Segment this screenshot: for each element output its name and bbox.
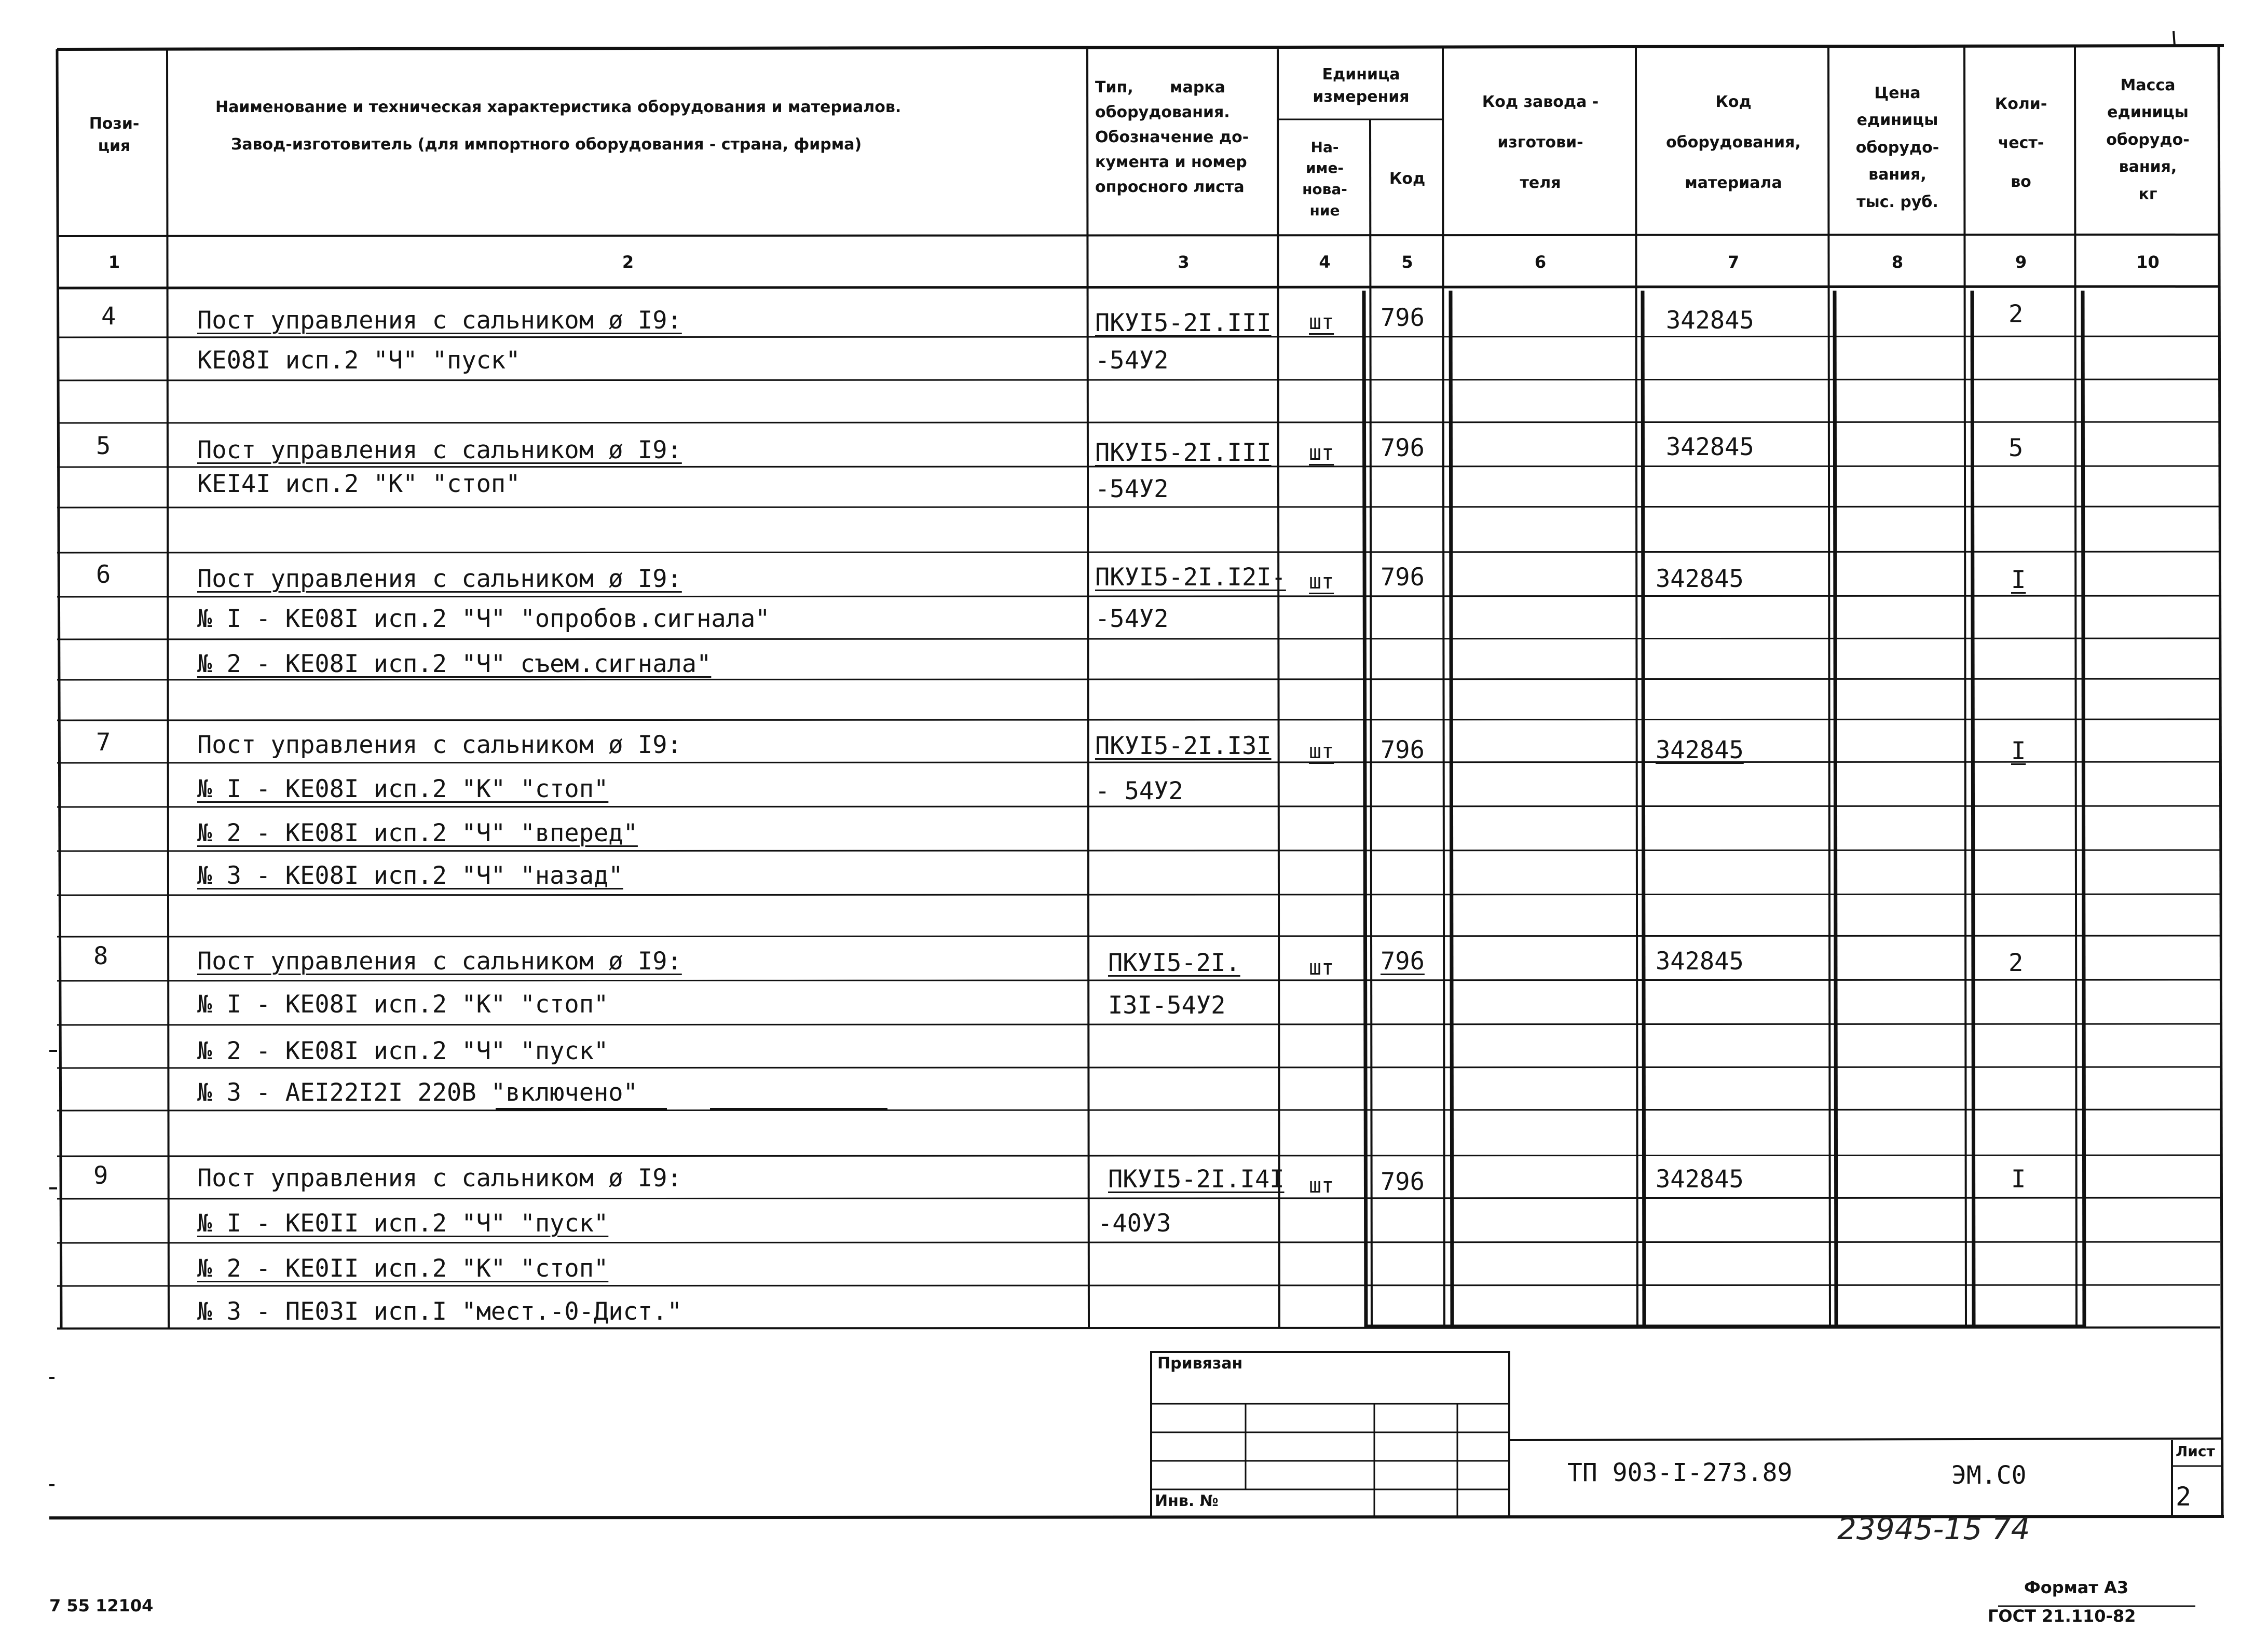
item-name: № I - КЕ08I исп.2 "К" "стоп" — [197, 775, 609, 803]
underline-mark — [710, 1108, 887, 1110]
position-number: 9 — [93, 1161, 108, 1190]
unit-code: 796 — [1381, 434, 1425, 462]
header-price: Цена единицы оборудо- вания, тыс. руб. — [1855, 84, 1939, 211]
unit-name: шт — [1309, 441, 1334, 465]
quantity: I — [2011, 1165, 2026, 1194]
item-name: Пост управления с сальником ø I9: — [197, 565, 682, 593]
column-number: 8 — [1891, 252, 1904, 272]
column-number: 6 — [1534, 252, 1547, 272]
document-code: ТП 903-I-273.89 — [1567, 1458, 1793, 1487]
equipment-code: 342845 — [1656, 565, 1744, 593]
position-number: 4 — [101, 302, 116, 331]
position-number: 7 — [96, 728, 111, 757]
unit-name: шт — [1309, 740, 1334, 763]
header-equipment-code: Код оборудования, материала — [1666, 93, 1801, 192]
item-name: КЕI4I исп.2 "К" "стоп" — [197, 470, 521, 498]
equipment-code: 342845 — [1656, 736, 1744, 764]
document-mark: ЭМ.С0 — [1951, 1461, 2027, 1490]
item-type: - 54У2 — [1095, 777, 1183, 805]
quantity: 5 — [2009, 434, 2024, 462]
item-type: I3I-54У2 — [1108, 991, 1226, 1020]
unit-name: шт — [1309, 956, 1334, 980]
equipment-code: 342845 — [1656, 947, 1744, 976]
quantity: 2 — [2009, 949, 2024, 977]
handwritten-number: 23945-15 74 — [1837, 1511, 2030, 1546]
unit-code: 796 — [1381, 563, 1425, 592]
item-type: -40У3 — [1098, 1209, 1171, 1238]
unit-name: шт — [1309, 570, 1334, 594]
unit-name: шт — [1309, 1174, 1334, 1198]
item-type: -54У2 — [1095, 605, 1169, 633]
sheet-number: 2 — [2176, 1482, 2192, 1512]
item-name: № 2 - КЕ08I исп.2 "Ч" "вперед" — [197, 819, 638, 847]
item-name: Пост управления с сальником ø I9: — [197, 947, 682, 976]
item-name: Пост управления с сальником ø I9: — [197, 731, 682, 759]
equipment-code: 342845 — [1656, 1165, 1744, 1194]
item-type: ПКУI5-2I.III — [1095, 309, 1272, 337]
header-unit-group: Единица измерения — [1313, 65, 1410, 106]
item-name: № 3 - АЕI22I2I 220В "включено" — [197, 1078, 638, 1107]
item-name: Пост управления с сальником ø I9: — [197, 436, 682, 464]
unit-code: 796 — [1381, 736, 1425, 764]
column-number: 1 — [108, 252, 120, 272]
quantity: I — [2011, 566, 2026, 594]
header-name: Наименование и техническая характеристика оборудования и материалов. Завод-изготовитель (для импортного оборудования - страна, фирма) — [215, 98, 901, 154]
item-name: КЕ08I исп.2 "Ч" "пуск" — [197, 346, 521, 375]
quantity: I — [2011, 737, 2026, 765]
equipment-code: 342845 — [1666, 433, 1754, 461]
header-factory-code: Код завода - изготови- теля — [1482, 93, 1599, 192]
item-name: № 2 - КЕ08I исп.2 "Ч" "пуск" — [197, 1037, 609, 1065]
header-mass: Масса единицы оборудо- вания, кг — [2106, 76, 2190, 203]
header-position: Пози- ция — [89, 114, 140, 155]
gost-label: ГОСТ 21.110-82 — [1988, 1606, 2136, 1626]
underline-mark — [496, 1108, 667, 1110]
column-number: 3 — [1178, 252, 1190, 272]
item-type: -54У2 — [1095, 475, 1169, 503]
item-type: ПКУI5-2I.III — [1095, 439, 1272, 467]
bound-label: Привязан — [1157, 1354, 1243, 1373]
item-type: ПКУI5-2I.I2I- — [1095, 563, 1286, 592]
column-number: 9 — [2015, 252, 2027, 272]
item-name: № 2 - КЕ0II исп.2 "К" "стоп" — [197, 1254, 609, 1283]
column-number: 2 — [622, 252, 634, 272]
item-name: № I - КЕ08I исп.2 "К" "стоп" — [197, 990, 609, 1019]
item-type: ПКУI5-2I. — [1108, 949, 1240, 977]
column-number: 5 — [1401, 252, 1413, 272]
item-type: ПКУI5-2I.I4I — [1108, 1165, 1285, 1194]
position-number: 8 — [93, 942, 108, 970]
header-unit-code: Код — [1389, 170, 1426, 188]
position-number: 6 — [96, 560, 111, 589]
item-name: № 2 - КЕ08I исп.2 "Ч" съем.сигнала" — [197, 650, 712, 678]
column-number: 4 — [1319, 252, 1331, 272]
item-name: № I - КЕ08I исп.2 "Ч" "опробов.сигнала" — [197, 605, 770, 633]
format-label: Формат А3 — [2024, 1578, 2129, 1597]
header-quantity: Коли- чест- во — [1994, 94, 2047, 191]
inventory-label: Инв. № — [1155, 1492, 1219, 1510]
item-name: Пост управления с сальником ø I9: — [197, 306, 682, 335]
sheet-label: Лист — [2176, 1443, 2215, 1460]
unit-name: шт — [1309, 310, 1334, 334]
equipment-code: 342845 — [1666, 306, 1754, 335]
item-name: № 3 - КЕ08I исп.2 "Ч" "назад" — [197, 861, 623, 890]
header-type: Тип, марка оборудования. Обозначение до- кумента и номер опросного листа — [1095, 78, 1249, 196]
footer-left-code: 7 55 12104 — [49, 1596, 154, 1615]
unit-code: 796 — [1381, 947, 1425, 976]
unit-code: 796 — [1381, 304, 1425, 332]
item-type: ПКУI5-2I.I3I — [1095, 732, 1272, 760]
column-number: 10 — [2136, 252, 2160, 272]
header-unit-name: На- име- нова- ние — [1302, 138, 1347, 219]
quantity: 2 — [2009, 300, 2024, 328]
column-number: 7 — [1727, 252, 1740, 272]
position-number: 5 — [96, 432, 111, 460]
item-name: № I - КЕ0II исп.2 "Ч" "пуск" — [197, 1209, 609, 1238]
unit-code: 796 — [1381, 1168, 1425, 1196]
item-name: № 3 - ПЕ03I исп.I "мест.-0-Дист." — [197, 1297, 682, 1326]
item-name: Пост управления с сальником ø I9: — [197, 1164, 682, 1193]
item-type: -54У2 — [1095, 346, 1169, 375]
